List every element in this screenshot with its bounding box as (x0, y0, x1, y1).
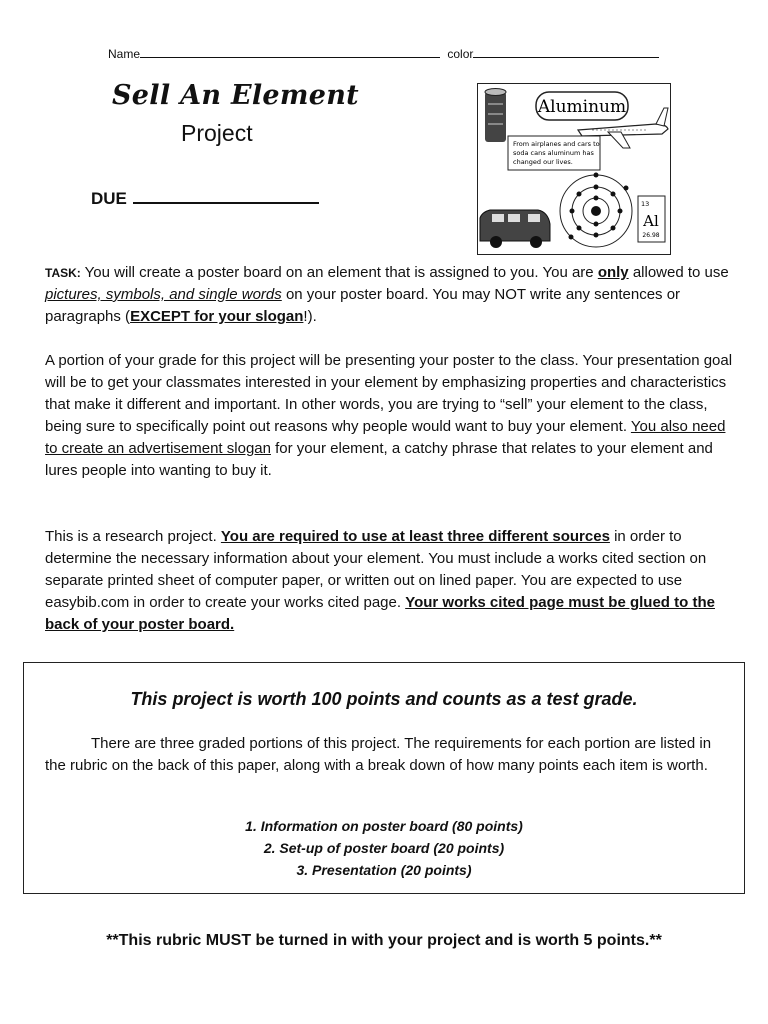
presentation-slogan: You also need to create an advertisement slogan (45, 418, 726, 457)
research-text-1: This is a research project. (45, 528, 221, 545)
footer-note: **This rubric MUST be turned in with your project and is worth 5 points.** (106, 932, 662, 949)
rubric-item: 3. Presentation (20 points) (296, 862, 472, 878)
due-line (91, 187, 319, 209)
research-text-2: in order to determine the necessary information about your element. You must include a works cited section on separate printed sheet of computer paper, or written out on lined paper. You are expected to use easybib.com in order to create your works cited page. (45, 528, 707, 611)
aluminum-clipart (477, 83, 671, 255)
atomic-number: 13 (641, 200, 650, 208)
caption-line-2: soda cans aluminum has (513, 149, 594, 157)
due-label: DUE (91, 189, 127, 208)
rubric-text-body: There are three graded portions of this project. The requirements for each portion are listed in the rubric on the back of this paper, along with a break down of how many points each item is worth. (45, 735, 712, 774)
presentation-text-2: for your element, a catchy phrase that relates to your element and lures people into wanting to buy it. (45, 440, 713, 479)
element-name: Aluminum (537, 97, 627, 117)
rubric-list (24, 815, 744, 881)
task-label: TASK: (45, 266, 81, 280)
page-title: Sell An Element (112, 80, 359, 111)
rubric-box (23, 662, 745, 894)
task-except: EXCEPT for your slogan (130, 308, 304, 325)
name-label: Name (108, 47, 141, 61)
rubric-item: 1. Information on poster board (80 points) (245, 818, 523, 834)
element-name-banner (536, 92, 628, 120)
element-symbol: Al (643, 212, 659, 230)
atom-diagram-icon (560, 173, 632, 248)
page-subtitle: Project (181, 120, 253, 146)
van-icon (480, 210, 550, 248)
caption-box (508, 136, 600, 170)
header-line (108, 46, 659, 61)
task-text-3: on your poster board. You may NOT write any sentences or paragraphs ( (45, 286, 681, 325)
task-only: only (597, 264, 629, 281)
rubric-item: 2. Set-up of poster board (20 points) (263, 840, 505, 856)
soda-can-icon (485, 89, 506, 143)
research-glued: Your works cited page must be glued to the back of your poster board. (45, 594, 715, 633)
task-text-4: !). (303, 308, 317, 325)
caption-line-3: changed our lives. (513, 158, 573, 166)
task-text-2: allowed to use (628, 264, 729, 281)
task-paragraph (45, 262, 735, 328)
rubric-text (45, 733, 735, 777)
presentation-text-1: A portion of your grade for this project will be presenting your poster to the class. Your presentation goal will be to get your classmates interested in your element by emphasizing properties and characteristics that make it different and important. In other words, you are trying to “sell” your element to the class, being sure to specifically point out reasons why people would want to buy your element. (45, 352, 733, 435)
periodic-tile (638, 196, 665, 242)
task-text-1: You will create a poster board on an element that is assigned to you. You are (80, 264, 598, 281)
atomic-mass: 26.98 (642, 232, 660, 239)
research-paragraph (45, 526, 735, 636)
rubric-title: This project is worth 100 points and counts as a test grade. (130, 689, 638, 709)
color-label: color (447, 47, 474, 61)
research-sources: You are required to use at least three different sources (220, 528, 610, 545)
name-blank[interactable] (140, 46, 440, 58)
due-blank[interactable] (133, 187, 319, 204)
task-pictures: pictures, symbols, and single words (45, 286, 282, 303)
color-blank[interactable] (473, 46, 659, 58)
presentation-paragraph (45, 350, 735, 482)
caption-line-1: From airplanes and cars to (513, 140, 600, 148)
